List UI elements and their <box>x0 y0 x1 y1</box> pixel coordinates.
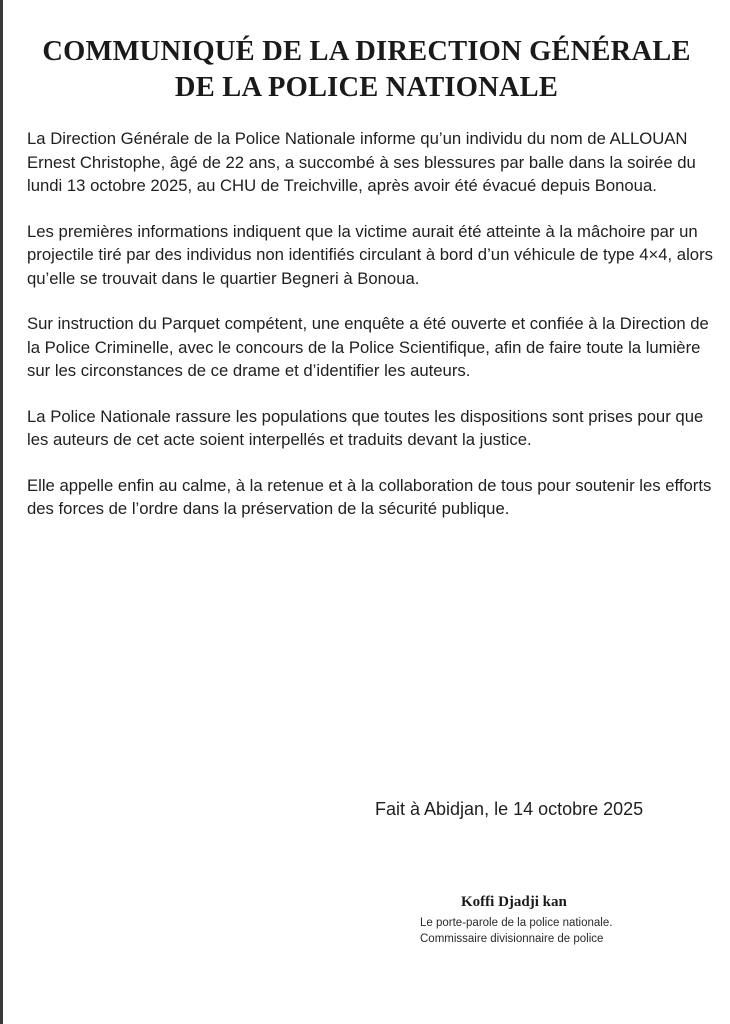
document-title <box>3 34 730 106</box>
title-line-1: COMMUNIQUÉ DE LA DIRECTION GÉNÉRALE <box>42 36 691 67</box>
paragraph-first-information: Les premières informations indiquent que la victime aurait été atteinte à la mâchoire par un projectile tiré par des individus non identifiés circulant à bord d’un véhicule de type 4×4, alors qu’elle se trouvait dans le quartier Begneri à Bonoua. <box>27 221 713 288</box>
paragraph-announcement: La Direction Générale de la Police Nationale informe qu’un individu du nom de ALLOUAN Ernest Christophe, âgé de 22 ans, a succombé à ses blessures par balle dans la soirée du lundi 13 octobre 2025, au CHU de Treichville, après avoir été évacué depuis Bonoua. <box>27 129 696 195</box>
place-and-date: Fait à Abidjan, le 14 octobre 2025 <box>375 799 644 819</box>
paragraph-investigation: Sur instruction du Parquet compétent, une enquête a été ouverte et confiée à la Direction de la Police Criminelle, avec le concours de la Police Scientifique, afin de faire toute la lumière sur les circonstances de ce drame et d’identifier les auteurs. <box>27 314 709 380</box>
signatory-role-line-1: Le porte-parole de la police nationale. <box>420 917 613 929</box>
signatory-name: Koffi Djadji kan <box>461 894 567 910</box>
signatory-role-line-2: Commissaire divisionnaire de police <box>420 933 604 945</box>
communique-body <box>27 127 717 543</box>
signatory-role <box>420 915 612 947</box>
title-line-2: DE LA POLICE NATIONALE <box>174 72 559 103</box>
paragraph-reassurance: La Police Nationale rassure les populations que toutes les dispositions sont prises pour que les auteurs de cet acte soient interpellés et traduits devant la justice. <box>27 406 704 449</box>
paragraph-call-for-calm: Elle appelle enfin au calme, à la retenue et à la collaboration de tous pour soutenir les efforts des forces de l’ordre dans la préservation de la sécurité publique. <box>27 475 712 518</box>
